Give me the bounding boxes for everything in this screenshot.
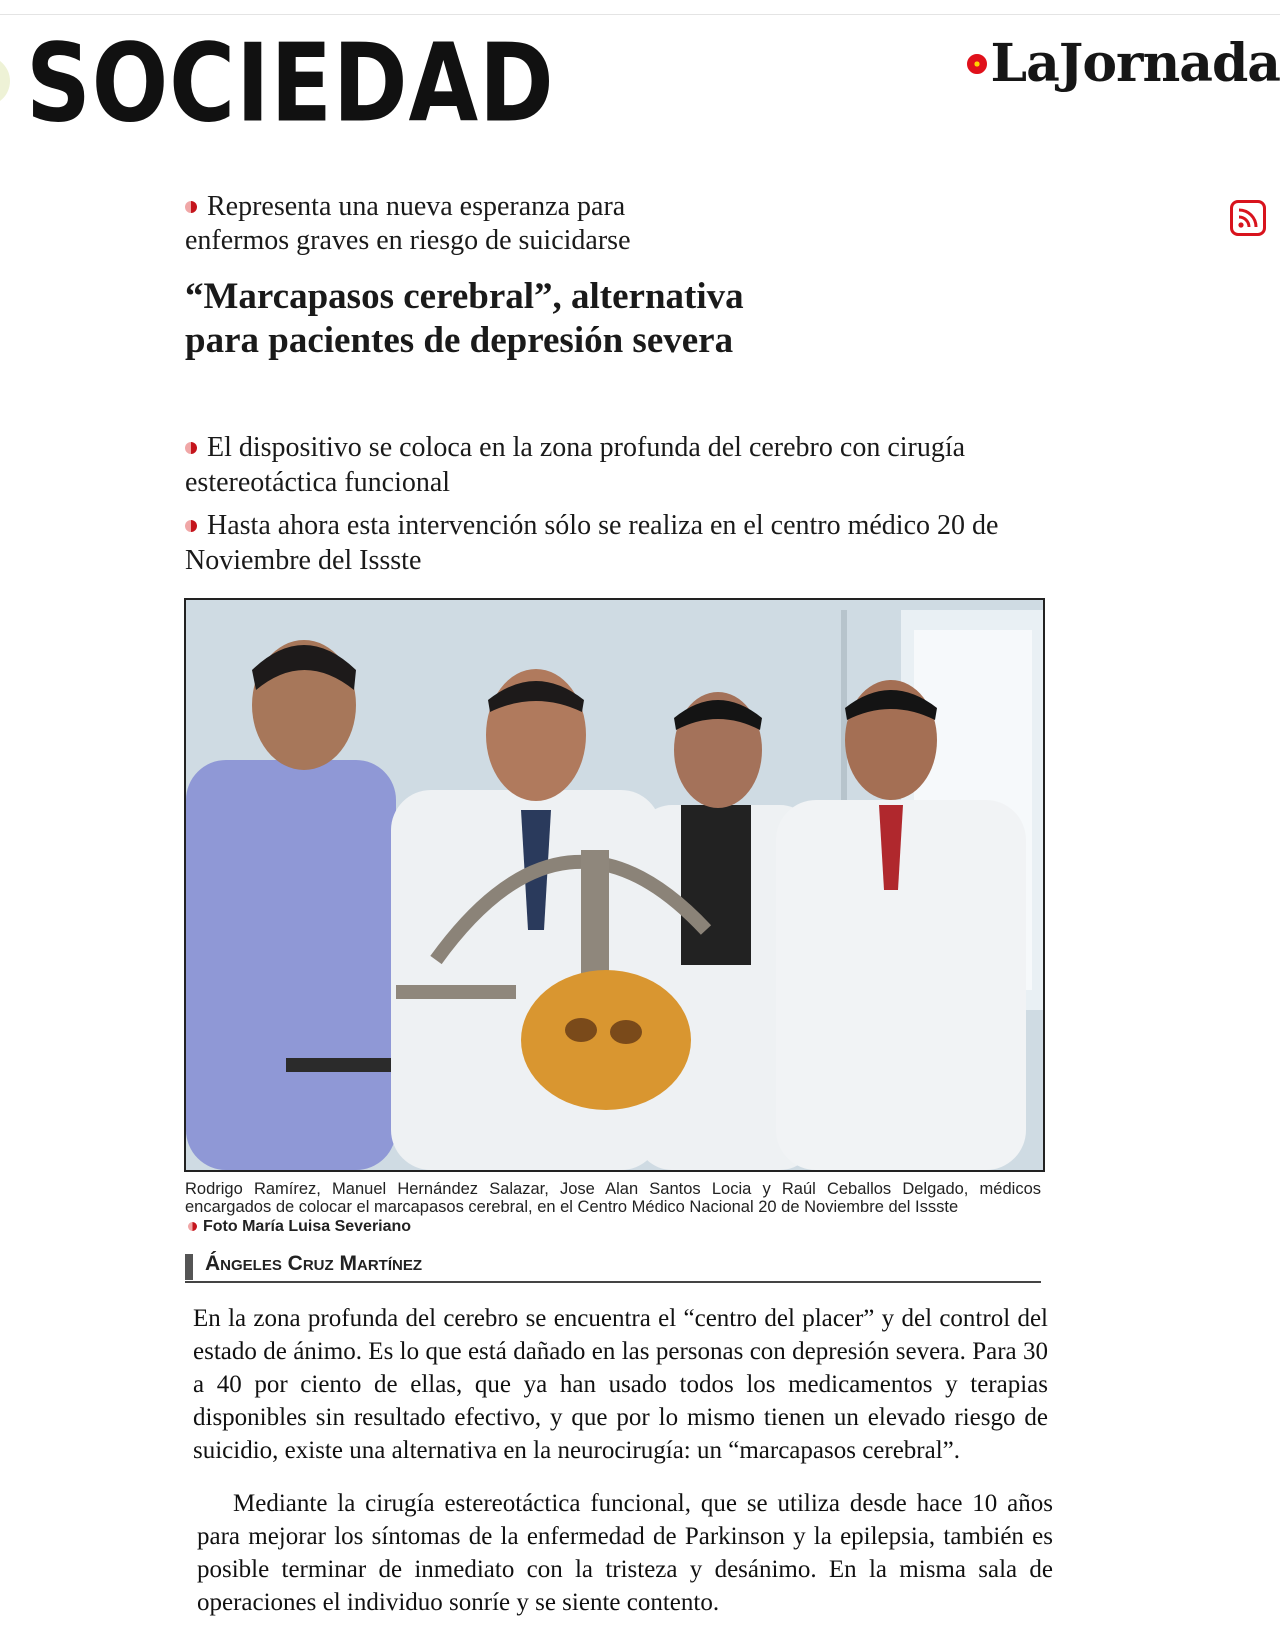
kicker-text: Representa una nueva esperanza para enfermos graves en riesgo de suicidarse: [185, 191, 631, 256]
subhead: [185, 430, 1035, 500]
author-name: Ángeles Cruz Martínez: [205, 1252, 422, 1275]
bullet-icon: [185, 201, 197, 213]
section-title: SOCIEDAD: [26, 20, 555, 147]
photo-credit: [188, 1218, 411, 1236]
decorative-circle: [0, 56, 10, 106]
bullet-icon: [185, 520, 197, 532]
jornada-logo-mark-icon: [967, 54, 987, 74]
newspaper-logo[interactable]: [967, 33, 1280, 94]
article-paragraph: Mediante la cirugía estereotáctica funcional, que se utiliza desde hace 10 años para mejorar los síntomas de la enfermedad de Parkinson y la epilepsia, también es posible terminar de inmediato con la tristeza y desánimo. En la misma sala de operaciones el individuo sonríe y se siente contento.: [197, 1490, 1053, 1616]
subhead-text: Hasta ahora esta intervención sólo se realiza en el centro médico 20 de Noviembre del Issste: [185, 510, 999, 576]
rss-feed-icon[interactable]: [1230, 200, 1266, 236]
article-paragraph: En la zona profunda del cerebro se encuentra el “centro del placer” y del control del estado de ánimo. Es lo que está dañado en las personas con depresión severa. Para 30 a 40 por ciento de ellas, que ya han usado todos los medicamentos y terapias disponibles sin resultado efectivo, y que por lo mismo tienen un elevado riesgo de suicidio, existe una alternativa en la neurocirugía: un “marcapasos cerebral”.: [193, 1305, 1048, 1464]
logo-text: LaJornada: [990, 33, 1280, 94]
bullet-icon: [185, 442, 197, 454]
subhead-text: El dispositivo se coloca en la zona profunda del cerebro con cirugía estereotáctica funcional: [185, 432, 966, 498]
rss-glyph: [1236, 206, 1260, 230]
article-headline: “Marcapasos cerebral”, alternativa para pacientes de depresión severa: [185, 276, 744, 361]
author-byline: [205, 1252, 422, 1276]
bullet-icon: [188, 1222, 197, 1231]
top-divider: [0, 14, 1280, 15]
byline-divider: [185, 1281, 1041, 1283]
article-photo: [184, 598, 1045, 1172]
subhead: [185, 508, 1035, 578]
article-kicker: [185, 190, 705, 258]
byline-marker: [185, 1254, 193, 1280]
photo-credit-text: Foto María Luisa Severiano: [203, 1218, 412, 1235]
photo-caption: Rodrigo Ramírez, Manuel Hernández Salazar, Jose Alan Santos Locia y Raúl Ceballos Delgado, médicos encargados de colocar el marcapasos cerebral, en el Centro Médico Nacional 20 de Noviembre del Issste: [185, 1180, 1041, 1216]
photo-illustration: [186, 600, 1043, 1170]
